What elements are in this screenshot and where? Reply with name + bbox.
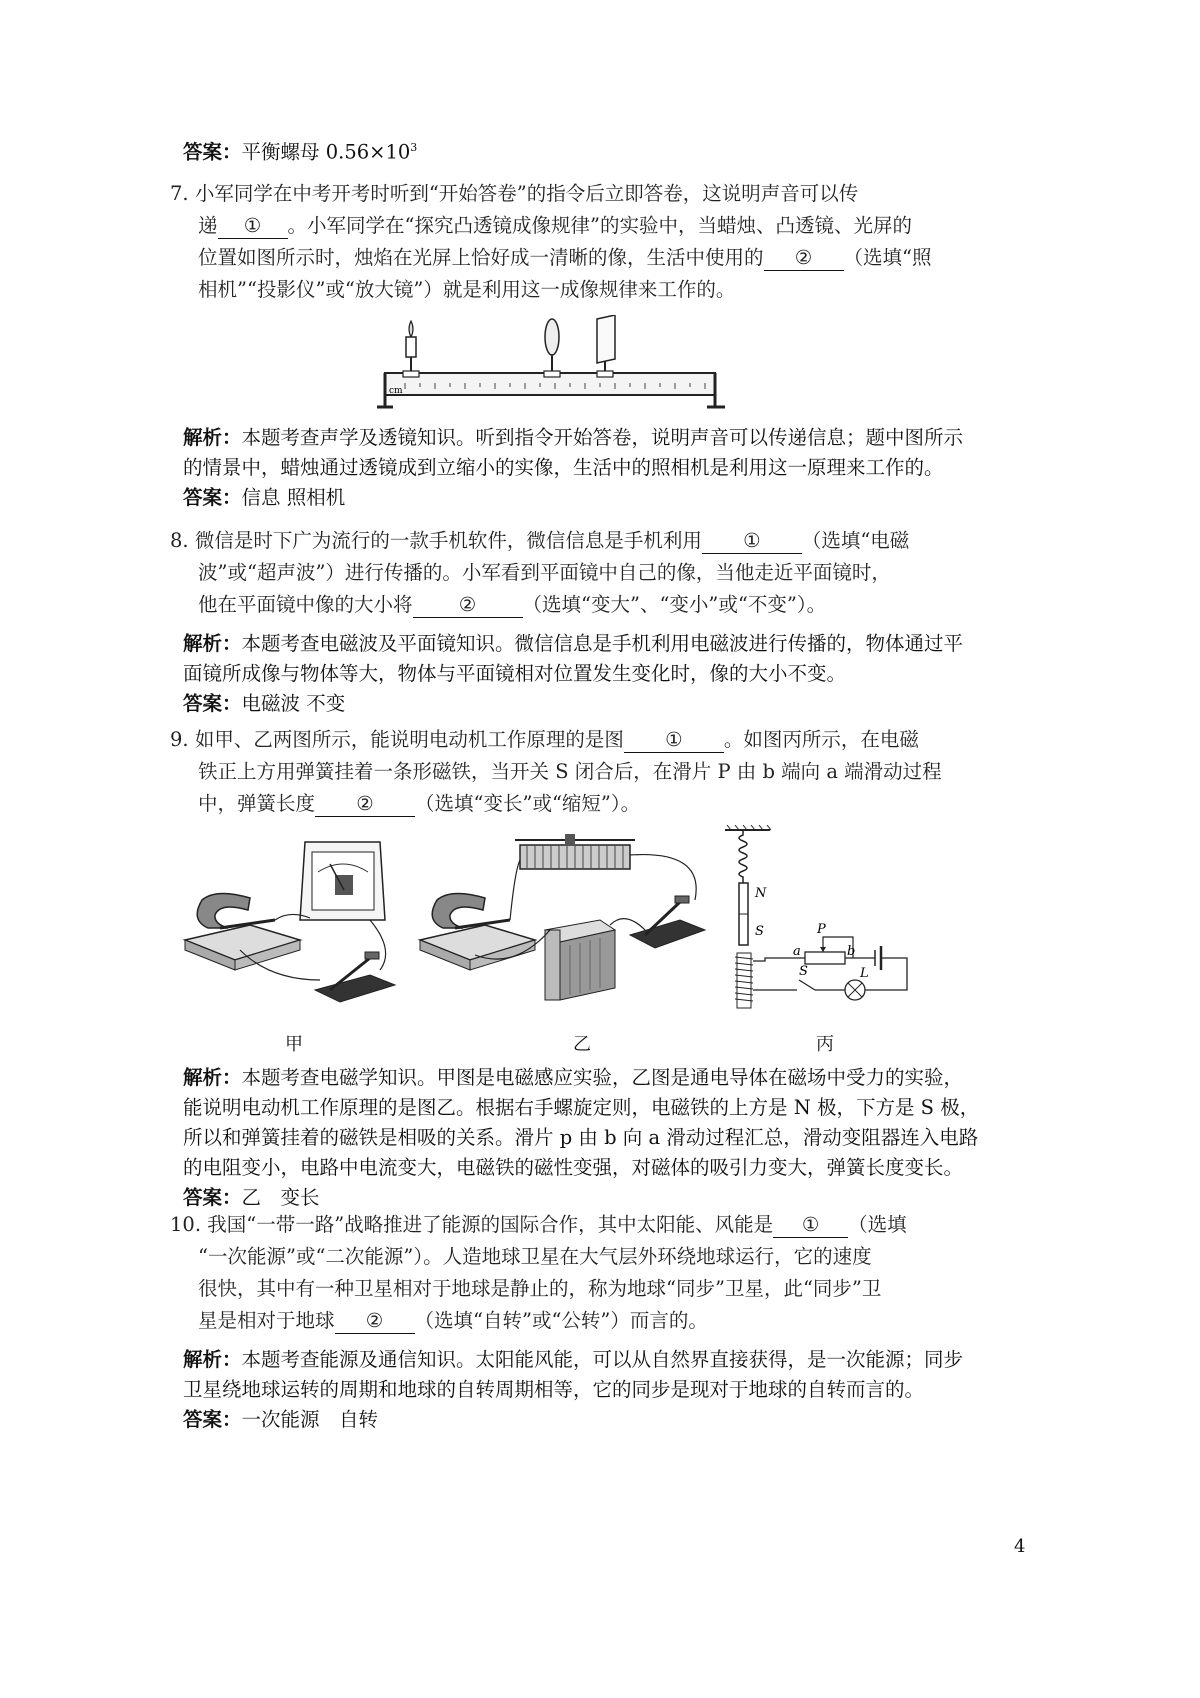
candle (403, 321, 419, 377)
analysis-text: 本题考查电磁波及平面镜知识。微信信息是手机利用电磁波进行传播的，物体通过平 (241, 632, 964, 655)
question-text: （选填“电磁 (801, 529, 910, 552)
question-text: （选填 (848, 1213, 907, 1236)
answer-blank-1: ① (218, 214, 288, 239)
light-screen (597, 315, 615, 377)
analysis-text: 能说明电动机工作原理的是图乙。根据右手螺旋定则，电磁铁的上方是 N 极，下方是 S 极， (183, 1096, 980, 1119)
question-number: 10. (170, 1213, 202, 1236)
question-9-line-1 (170, 726, 919, 754)
answer-blank-1: ① (624, 728, 724, 753)
question-text: 微信是时下广为流行的一款手机软件，微信信息是手机利用 (194, 529, 702, 552)
analysis-label: 解析： (183, 426, 242, 449)
spring (739, 830, 747, 883)
answer-label: 答案： (183, 140, 242, 164)
analysis-9-line-2 (183, 1094, 979, 1122)
label-L: L (860, 966, 869, 981)
horseshoe-magnet (432, 893, 485, 928)
convex-lens (544, 319, 560, 377)
question-text: 波”或“超声波”）进行传播的。小军看到平面镜中自己的像，当他走近平面镜时， (198, 561, 891, 584)
question-text: 相机”“投影仪”或“放大镜”）就是利用这一成像规律来工作的。 (198, 278, 736, 301)
question-number: 8. (170, 529, 189, 552)
analysis-9-line-1 (183, 1064, 963, 1092)
analysis-text: 的情景中，蜡烛通过透镜成到立缩小的实像，生活中的照相机是利用这一原理来工作的。 (183, 456, 944, 479)
question-7-line-2 (198, 212, 912, 240)
label-S: S (755, 924, 764, 939)
question-text: 。小军同学在“探究凸透镜成像规律”的实验中，当蜡烛、凸透镜、光屏的 (287, 214, 912, 237)
analysis-8-line-2 (183, 660, 846, 688)
analysis-text: 面镜所成像与物体等大，物体与平面镜相对位置发生变化时，像的大小不变。 (183, 662, 847, 685)
figure-bing-electromagnet-circuit (725, 825, 920, 1020)
label-N: N (755, 886, 767, 901)
answer-label: 答案： (183, 1408, 242, 1431)
analysis-text: 本题考查能源及通信知识。太阳能风能，可以从自然界直接获得，是一次能源；同步 (241, 1348, 964, 1371)
question-10-line-3 (198, 1275, 881, 1303)
answer-blank-2: ② (764, 246, 844, 271)
question-text: 很快，其中有一种卫星相对于地球是静止的，称为地球“同步”卫星，此“同步”卫 (198, 1277, 882, 1300)
question-8-line-1 (170, 527, 909, 555)
question-text: 他在平面镜中像的大小将 (198, 593, 413, 616)
answer-label: 答案： (183, 692, 242, 715)
question-text: （选填“变长”或“缩短”）。 (415, 792, 641, 815)
answer-text: 信息 照相机 (241, 486, 346, 509)
label-switch-S: S (799, 964, 808, 979)
question-number: 7. (170, 182, 189, 205)
answer-blank-2: ② (335, 1309, 415, 1334)
label-a: a (793, 944, 801, 959)
analysis-10-line-2 (183, 1376, 924, 1404)
question-text: 递 (198, 214, 218, 237)
answer-blank-1: ① (702, 529, 802, 554)
horseshoe-magnet (197, 893, 250, 928)
answer-text: 乙 变长 (241, 1186, 320, 1209)
question-number: 9. (170, 728, 189, 751)
analysis-9-line-4 (183, 1154, 963, 1182)
question-8-line-3 (198, 591, 826, 619)
figure-jia-induction-experiment (180, 830, 405, 1010)
analysis-7-line-2 (183, 454, 944, 482)
label-P: P (817, 922, 826, 937)
question-text: 星是相对于地球 (198, 1309, 335, 1332)
knife-switch (315, 952, 395, 1002)
knife-switch (630, 896, 705, 948)
answer-line-10 (183, 1406, 378, 1434)
answer-label: 答案： (183, 1186, 242, 1209)
answer-text: 一次能源 自转 (241, 1408, 379, 1431)
bench-unit-label: cm (389, 386, 403, 396)
figure-label-yi: 乙 (573, 1034, 591, 1055)
analysis-text: 本题考查电磁学知识。甲图是电磁感应实验，乙图是通电导体在磁场中受力的实验， (241, 1066, 964, 1089)
answer-text: 平衡螺母 0.56×10 (241, 140, 411, 164)
analysis-8-line-1 (183, 630, 963, 658)
analysis-text: 卫星绕地球运转的周期和地球的自转周期相等，它的同步是现对于地球的自转而言的。 (183, 1378, 925, 1401)
question-9-line-2 (198, 758, 942, 786)
answer-line-6 (183, 134, 417, 167)
question-text: 中，弹簧长度 (198, 792, 316, 815)
rheostat-symbol (805, 952, 845, 964)
analysis-label: 解析： (183, 632, 242, 655)
question-7-line-1 (170, 180, 858, 208)
answer-text: 电磁波 不变 (241, 692, 346, 715)
analysis-text: 本题考查声学及透镜知识。听到指令开始答卷，说明声音可以传递信息；题中图所示 (241, 426, 964, 449)
question-7-line-4 (198, 276, 735, 304)
sliding-rheostat (515, 834, 635, 869)
question-text: （选填“照 (843, 246, 932, 269)
answer-exponent: 3 (410, 141, 418, 154)
analysis-10-line-1 (183, 1346, 963, 1374)
question-text: 。如图丙所示，在电磁 (723, 728, 919, 751)
question-text: “一次能源”或“二次能源”）。人造地球卫星在大气层外环绕地球运行，它的速度 (198, 1245, 872, 1268)
question-text: 铁正上方用弹簧挂着一条形磁铁，当开关 S 闭合后，在滑片 P 由 b 端向 a 端滑动过程 (198, 760, 942, 783)
question-9-line-3 (198, 790, 640, 818)
question-10-line-1 (170, 1211, 907, 1239)
question-text: 小军同学在中考开考时听到“开始答卷”的指令后立即答卷，这说明声音可以传 (194, 182, 859, 205)
optical-bench-figure (375, 315, 745, 415)
label-b: b (847, 944, 856, 959)
figure-label-bing: 丙 (816, 1034, 834, 1055)
analysis-label: 解析： (183, 1066, 242, 1089)
question-8-line-2 (198, 559, 891, 587)
question-text: 如甲、乙两图所示，能说明电动机工作原理的是图 (194, 728, 624, 751)
analysis-text: 所以和弹簧挂着的磁铁是相吸的关系。滑片 p 由 b 向 a 滑动过程汇总，滑动变阻器连入电路 (183, 1126, 979, 1149)
galvanometer (300, 842, 385, 920)
question-10-line-4 (198, 1307, 708, 1335)
question-text: 位置如图所示时，烛焰在光屏上恰好成一清晰的像，生活中使用的 (198, 246, 764, 269)
analysis-7-line-1 (183, 424, 963, 452)
analysis-label: 解析： (183, 1348, 242, 1371)
question-text: （选填“自转”或“公转”）而言的。 (414, 1309, 708, 1332)
answer-line-7 (183, 484, 345, 512)
page-number: 4 (1014, 1536, 1026, 1557)
answer-blank-1: ① (773, 1213, 848, 1238)
battery (545, 920, 615, 1000)
figure-yi-motor-experiment (415, 830, 715, 1010)
figure-label-jia: 甲 (285, 1034, 303, 1055)
answer-label: 答案： (183, 486, 242, 509)
analysis-text: 的电阻变小，电路中电流变大，电磁铁的磁性变强，对磁体的吸引力变大，弹簧长度变长。 (183, 1156, 964, 1179)
answer-line-8 (183, 690, 345, 718)
answer-line-9 (183, 1184, 320, 1212)
answer-blank-2: ② (315, 792, 415, 817)
analysis-9-line-3 (183, 1124, 978, 1152)
question-10-line-2 (198, 1243, 872, 1271)
question-7-line-3 (198, 244, 932, 272)
question-text: （选填“变大”、“变小”或“不变”）。 (522, 593, 827, 616)
question-text: 我国“一带一路”战略推进了能源的国际合作，其中太阳能、风能是 (207, 1213, 774, 1236)
answer-blank-2: ② (413, 593, 523, 618)
